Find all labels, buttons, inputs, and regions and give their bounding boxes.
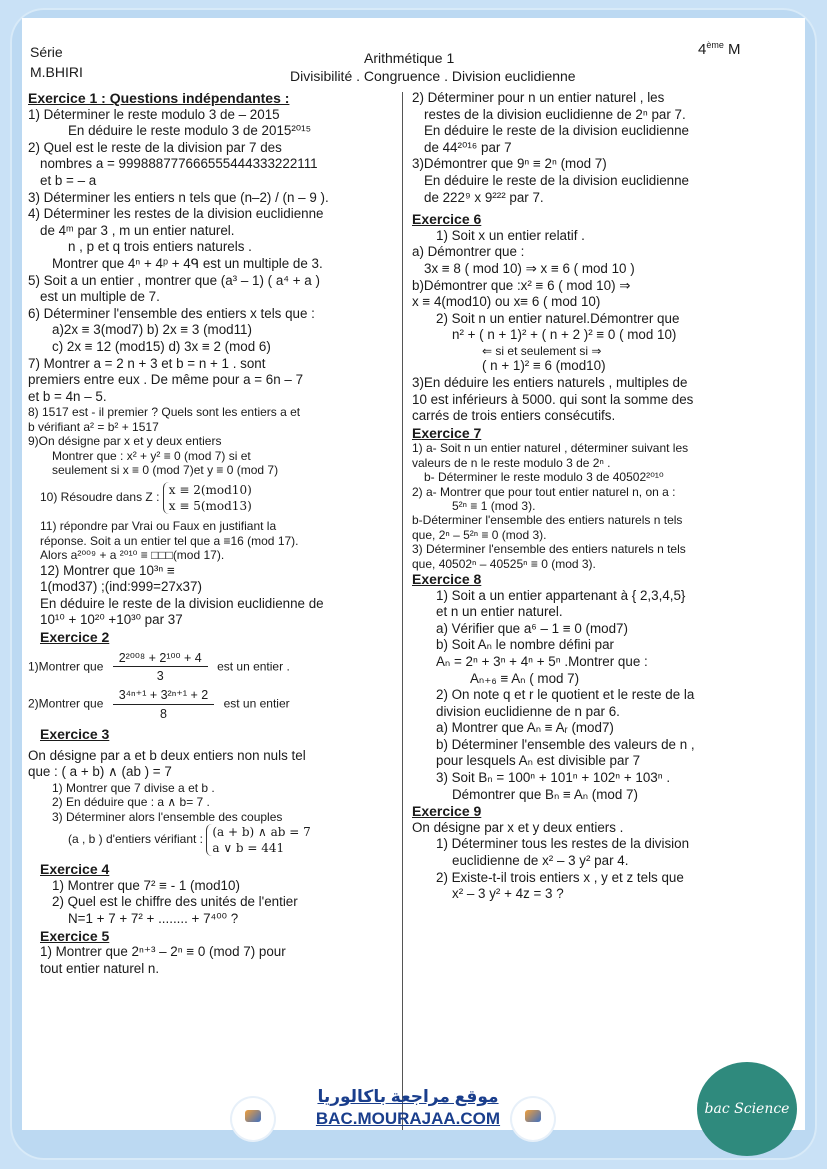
text-line: ( n + 1)² ≡ 6 (mod10) [482,358,606,374]
text-line: 10¹⁰ + 10²⁰ +10³⁰ par 37 [40,612,183,628]
text-line: 1) a- Soit n un entier naturel , déterminer suivant les [412,441,689,456]
text-line: 2) Quel est le chiffre des unités de l'entier [52,894,298,910]
text-line: 2) a- Montrer que pour tout entier naturel n, on a : [412,484,676,499]
text-line: Aₙ = 2ⁿ + 3ⁿ + 4ⁿ + 5ⁿ .Montrer que : [436,653,648,669]
exercise-4-title: Exercice 4 [40,861,110,878]
text-line: 11) répondre par Vrai ou Faux en justifiant la [40,519,277,534]
right-column [412,90,774,903]
column-divider [402,92,403,1130]
level-number: 4 [698,41,707,58]
text-line: division euclidienne de n par 6. [436,703,620,719]
text-line: ⇐ si et seulement si ⇒ [482,343,602,358]
exercise-2-title: Exercice 2 [40,628,110,645]
text-line: 1) Montrer que 2ⁿ⁺³ – 2ⁿ ≡ 0 (mod 7) pour [40,944,286,960]
level-suffix: M [723,41,741,58]
text-line: restes de la division euclidienne de 2ⁿ par 7. [424,106,686,122]
text-line: a) Démontrer que : [412,244,525,260]
text-line: et b = 4n – 5. [28,388,107,404]
text-line: 2) En déduire que : a ∧ b= 7 . [52,795,210,810]
text-line: b-Déterminer l'ensemble des entiers naturels n tels [412,513,683,528]
text-line: pour lesquels Aₙ est divisible par 7 [436,753,641,769]
text-line: 2) Soit n un entier naturel.Démontrer que [436,310,680,326]
bac-science-badge [697,1062,797,1156]
system-line: x ≡ 5(mod13) [168,499,252,514]
site-logo-icon [232,1098,274,1140]
text-line: 3)En déduire les entiers naturels , multiples de [412,374,688,390]
system-line: a ∨ b = 441 [212,841,285,856]
text-line: 10) Résoudre dans Z : [40,490,160,505]
text-line: (a , b ) d'entiers vérifiant : [68,832,204,847]
fraction-numerator: 2²⁰⁰⁸ + 2¹⁰⁰ + 4 [113,651,208,667]
text-line: Aₙ₊₆ ≡ Aₙ ( mod 7) [470,670,580,686]
exercise-5-title: Exercice 5 [40,927,110,944]
text-line: 1) Soit x un entier relatif . [436,227,585,243]
fraction-denominator: 3 [156,668,164,683]
text-line: 10 est inférieurs à 5000. qui sont la somme des [412,391,694,407]
text-line: 1) Soit a un entier appartenant à { 2,3,4,5} [436,587,686,603]
subject-title: Arithmétique 1 [364,50,455,66]
text-line: 7) Montrer a = 2 n + 3 et b = n + 1 . sont [28,355,266,371]
text-line: 2) Quel est le reste de la division par 7 des [28,139,282,155]
text-line: N=1 + 7 + 7² + ........ + 7⁴⁰⁰ ? [68,910,239,926]
text-line [28,688,396,721]
text-line [28,651,396,684]
text-line: 2) On note q et r le quotient et le reste de la [436,687,695,703]
text-line: 5²ⁿ ≡ 1 (mod 3). [452,498,536,513]
exercise-6-title: Exercice 6 [412,211,482,228]
text-line: n , p et q trois entiers naturels . [68,239,252,255]
text-line: Montrer que : x² + y² ≡ 0 (mod 7) si et [52,448,251,463]
text-line: 2) Déterminer pour n un entier naturel , les [412,90,665,105]
text-line: On désigne par a et b deux entiers non nuls tel [28,747,306,763]
system-line: (a + b) ∧ ab = 7 [212,825,311,840]
text-line: x² – 3 y² + 4z = 3 ? [452,886,564,902]
text-line: et n un entier naturel. [436,604,563,620]
text-line: nombres a = 999888777666555444333222111 [40,156,318,172]
text-line: b) Déterminer l'ensemble des valeurs de n , [436,736,695,752]
text-line: Démontrer que Bₙ ≡ Aₙ (mod 7) [452,786,638,802]
text-line: de 4ᵐ par 3 , m un entier naturel. [40,222,235,238]
fraction-denominator: 8 [160,706,167,721]
gcd-lcm-system [206,824,310,856]
text-line: carrés de trois entiers consécutifs. [412,408,616,424]
text-line: réponse. Soit a un entier tel que a ≡16 (mod 17). [40,533,299,548]
text-line: 1)Montrer que [28,659,104,674]
text-line: En déduire le reste de la division euclidienne [424,123,690,139]
serie-label: Série [30,44,63,60]
text-line: et b = – a [40,172,97,188]
text-line: a)2x ≡ 3(mod7) b) 2x ≡ 3 (mod11) [52,322,252,338]
text-line [28,824,396,856]
text-line: euclidienne de x² – 3 y² par 4. [452,853,629,869]
text-line: est un multiple de 7. [40,289,160,305]
text-line: 1) Montrer que 7 divise a et b . [52,780,215,795]
text-line: En déduire le reste modulo 3 de 2015²⁰¹⁵ [68,123,312,139]
text-line: seulement si x ≡ 0 (mod 7)et y ≡ 0 (mod 7) [52,462,279,477]
text-line: de 222⁹ x 9²²² par 7. [424,189,544,205]
text-line: 3x ≡ 8 ( mod 10) ⇒ x ≡ 6 ( mod 10 ) [424,260,635,276]
text-line: 3) Déterminer alors l'ensemble des couples [52,809,283,824]
text-line: En déduire le reste de la division euclidienne de [40,595,324,611]
text-line: 5) Soit a un entier , montrer que (a³ – 1) ( a⁴ + a ) [28,272,320,288]
exercise-7-title: Exercice 7 [412,424,482,441]
text-line: b) Soit Aₙ le nombre défini par [436,637,615,653]
text-line: On désigne par x et y deux entiers . [412,819,624,835]
fraction [113,651,208,684]
site-name-arabic[interactable]: موقع مراجعة باكالوريا [317,1087,499,1106]
left-column [28,90,396,977]
text-line: a) Montrer que Aₙ ≡ Aᵣ (mod7) [436,720,614,736]
congruence-system [163,482,252,514]
text-line: En déduire le reste de la division euclidienne [424,172,690,188]
site-logo-icon [512,1098,554,1140]
exercise-9-title: Exercice 9 [412,803,482,820]
fraction [113,688,215,721]
text-line: 4) Déterminer les restes de la division euclidienne [28,206,324,222]
text-line: 1(mod37) ;(ind:999=27x37) [40,579,202,595]
text-line: b- Déterminer le reste modulo 3 de 40502²⁰¹⁰ [424,470,664,485]
text-line: de 44²⁰¹⁶ par 7 [424,139,512,155]
text-line: x ≡ 4(mod10) ou x≡ 6 ( mod 10) [412,294,601,310]
text-line: 3) Déterminer l'ensemble des entiers naturels n tels [412,542,686,557]
text-line [28,482,396,514]
text-line: est un entier [223,696,290,711]
text-line: 1) Montrer que 7² ≡ - 1 (mod10) [52,877,240,893]
text-line: 1) Déterminer tous les restes de la division [436,836,690,852]
text-line: 6) Déterminer l'ensemble des entiers x tels que : [28,305,315,321]
worksheet-header [22,18,805,88]
level-label [698,40,741,58]
text-line: tout entier naturel n. [40,960,160,976]
text-line: b vérifiant a² = b² + 1517 [28,419,159,434]
topics-subtitle: Divisibilité . Congruence . Division euclidienne [290,68,576,84]
text-line: c) 2x ≡ 12 (mod15) d) 3x ≡ 2 (mod 6) [52,338,271,354]
badge-text: bac Science [704,1101,790,1117]
text-line: que, 2ⁿ – 5²ⁿ ≡ 0 (mod 3). [412,527,547,542]
text-line: est un entier . [217,659,290,674]
site-url-link[interactable]: BAC.MOURAJAA.COM [315,1109,501,1128]
text-line: Montrer que 4ⁿ + 4ᵖ + 4ᑫ est un multiple de 3. [52,255,323,271]
text-line: b)Démontrer que :x² ≡ 6 ( mod 10) ⇒ [412,277,631,293]
text-line: 8) 1517 est - il premier ? Quels sont les entiers a et [28,405,301,420]
footer-branding[interactable] [278,1087,538,1129]
level-superscript: ème [706,40,724,50]
exercise-3-title: Exercice 3 [40,726,110,743]
text-line: que : ( a + b) ∧ (ab ) = 7 [28,764,172,780]
text-line: 3)Démontrer que 9ⁿ ≡ 2ⁿ (mod 7) [412,156,607,172]
system-line: x ≡ 2(mod10) [168,483,252,498]
text-line: Alors a²⁰⁰⁹ + a ²⁰¹⁰ ≡ □□□(mod 17). [40,548,225,563]
text-line: 2)Montrer que [28,696,104,711]
author-name: M.BHIRI [30,64,83,80]
text-line: 3) Déterminer les entiers n tels que (n–2) / (n – 9 ). [28,189,329,205]
text-line: 1) Déterminer le reste modulo 3 de – 2015 [28,106,280,122]
fraction-numerator: 3⁴ⁿ⁺¹ + 3²ⁿ⁺¹ + 2 [113,688,215,704]
text-line: valeurs de n le reste modulo 3 de 2ⁿ . [412,455,611,470]
text-line: 9)On désigne par x et y deux entiers [28,434,222,449]
text-line: n² + ( n + 1)² + ( n + 2 )² ≡ 0 ( mod 10) [452,327,677,343]
text-line: que, 40502ⁿ – 40525ⁿ ≡ 0 (mod 3). [412,556,596,571]
text-line: a) Vérifier que a⁶ – 1 ≡ 0 (mod7) [436,620,628,636]
text-line: premiers entre eux . De même pour a = 6n – 7 [28,372,304,388]
text-line: 3) Soit Bₙ = 100ⁿ + 101ⁿ + 102ⁿ + 103ⁿ . [436,770,671,786]
worksheet [22,18,805,1130]
text-line: 2) Existe-t-il trois entiers x , y et z tels que [436,869,684,885]
text-line: 12) Montrer que 10³ⁿ ≡ [40,562,175,578]
exercise-8-title: Exercice 8 [412,570,482,587]
exercise-1-title: Exercice 1 : Questions indépendantes : [28,90,290,106]
